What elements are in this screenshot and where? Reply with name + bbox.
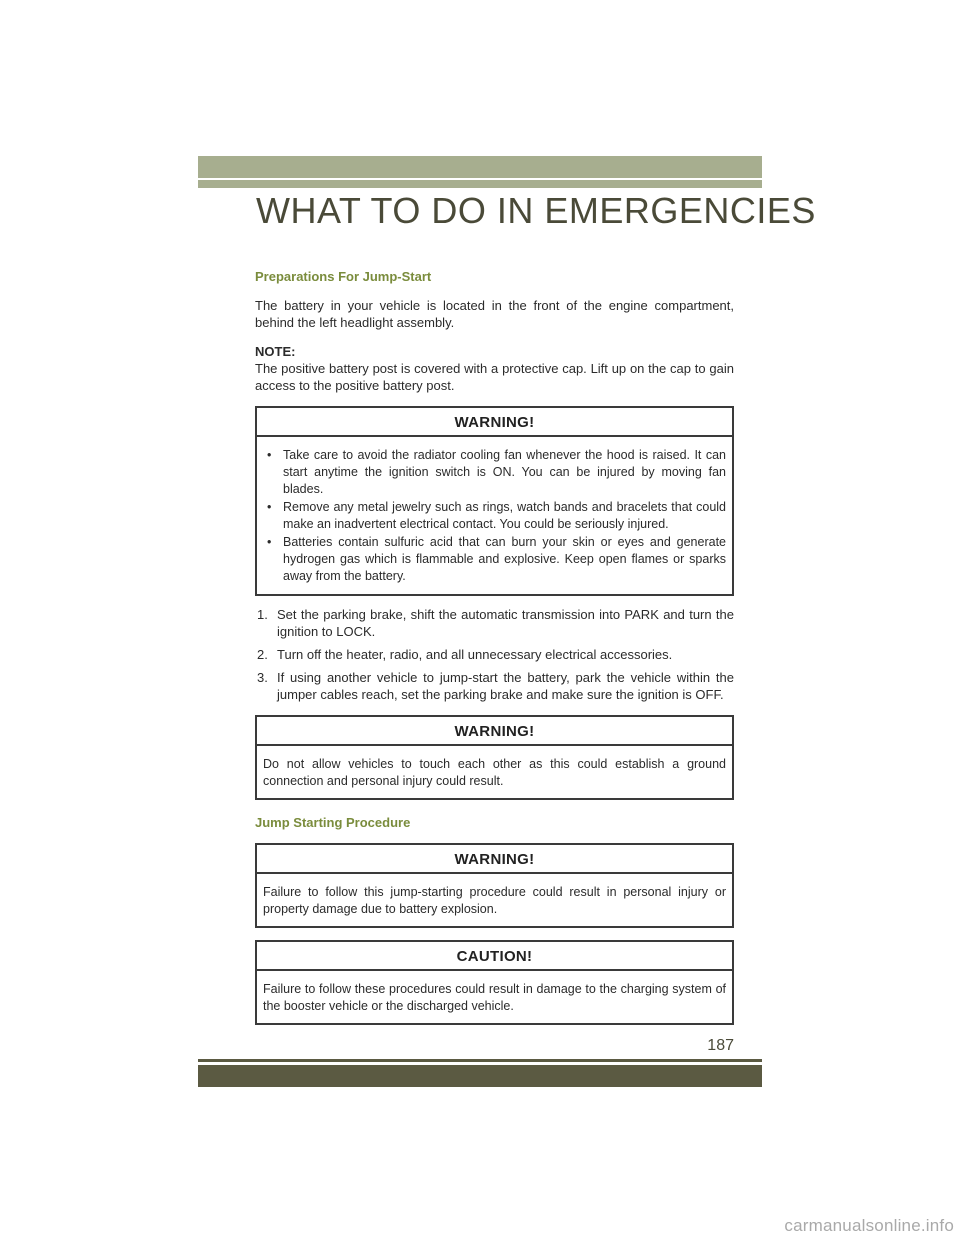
caution-text: Failure to follow these procedures could result in damage to the charging system of the booster vehicle or the discharged vehicle. [263, 982, 726, 1013]
step-item: 1. Set the parking brake, shift the automatic transmission into PARK and turn the ignition to LOCK. [257, 607, 734, 639]
warning-list [263, 447, 726, 585]
warning-text: Do not allow vehicles to touch each other as this could establish a ground connection and personal injury could result. [263, 757, 726, 788]
warning-title: WARNING! [257, 408, 732, 437]
warning-box-safety [255, 406, 734, 596]
subheading-jump-starting: Jump Starting Procedure [255, 815, 411, 830]
footer-band [198, 1065, 762, 1087]
warning-box-contact [255, 715, 734, 800]
bullet-icon: • [267, 500, 272, 514]
bullet-icon: • [267, 535, 272, 549]
warning-text: Failure to follow this jump-starting procedure could result in personal injury or property damage due to battery explosion. [263, 885, 726, 916]
note-label: NOTE: [255, 344, 296, 359]
bullet-icon: • [267, 448, 272, 462]
step-item: 2. Turn off the heater, radio, and all unnecessary electrical accessories. [257, 647, 673, 662]
page-content [255, 268, 734, 1035]
warning-title: WARNING! [257, 845, 732, 874]
steps-list [255, 606, 734, 703]
header-band [198, 156, 762, 178]
warning-list-item: • Remove any metal jewelry such as rings, watch bands and bracelets that could make an inadvertent electrical contact. You could be seriously injured. [267, 500, 726, 531]
page-section-title: WHAT TO DO IN EMERGENCIES [256, 190, 816, 231]
header-rule [198, 180, 762, 188]
watermark: carmanualsonline.info [784, 1216, 954, 1235]
warning-list-item: • Take care to avoid the radiator cooling fan whenever the hood is raised. It can start anytime the ignition switch is ON. You can be injured by moving fan blades. [267, 448, 726, 496]
intro-paragraph: The battery in your vehicle is located in the front of the engine compartment, behind the left headlight assembly. [255, 298, 734, 330]
subheading-preparations: Preparations For Jump-Start [255, 269, 432, 284]
note-paragraph: The positive battery post is covered with a protective cap. Lift up on the cap to gain access to the positive battery post. [255, 361, 734, 393]
step-item: 3. If using another vehicle to jump-start the battery, park the vehicle within the jumper cables reach, set the parking brake and make sure the ignition is OFF. [257, 670, 734, 702]
footer-rule [198, 1059, 762, 1062]
caution-title: CAUTION! [257, 942, 732, 971]
warning-box-explosion [255, 843, 734, 928]
caution-box [255, 940, 734, 1025]
page-number: 187 [707, 1037, 734, 1054]
warning-title: WARNING! [257, 717, 732, 746]
warning-list-item: • Batteries contain sulfuric acid that can burn your skin or eyes and generate hydrogen gas which is flammable and explosive. Keep open flames or sparks away from the battery. [267, 535, 726, 583]
